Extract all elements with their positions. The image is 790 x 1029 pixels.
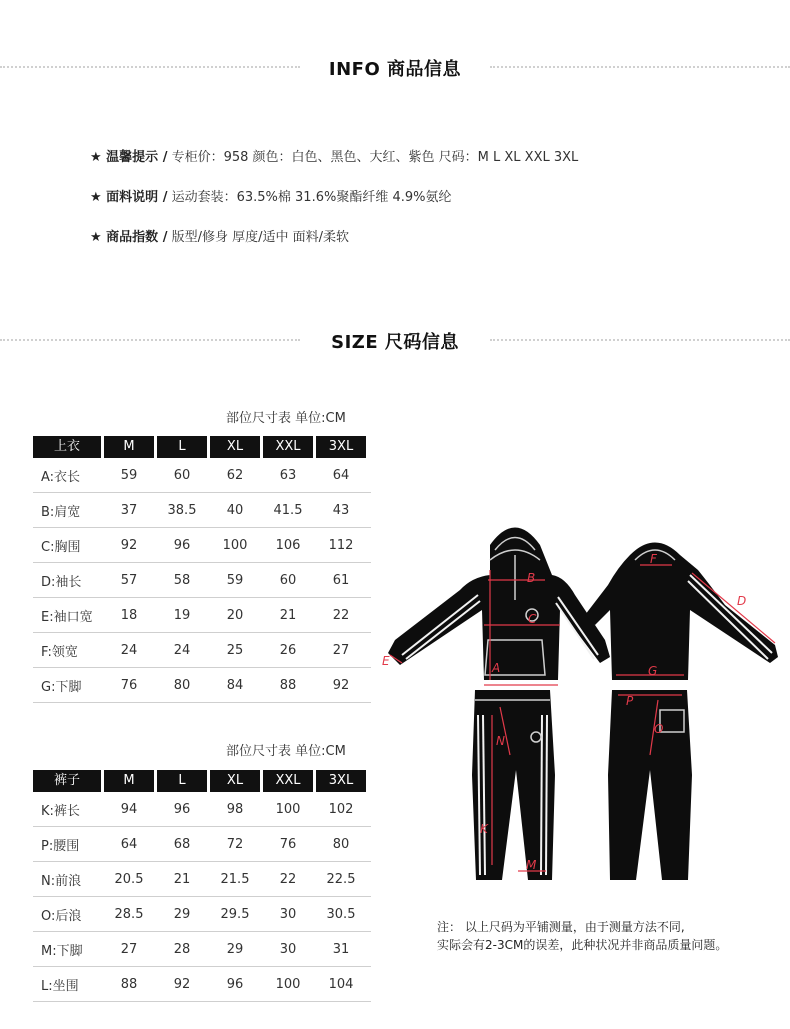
row-label-cell: G:下脚 [41, 679, 82, 695]
row-label-cell: B:肩宽 [41, 504, 81, 520]
size-value-cell: 94 [120, 801, 138, 817]
info-value: 专柜价：958 颜色：白色、黑色、大红、紫色 尺码：M L XL XXL 3XL [167, 150, 579, 165]
size-value-cell: 100 [275, 976, 301, 992]
size-value-cell: 80 [332, 836, 350, 852]
header-cell: L [157, 770, 207, 792]
size-value-cell: 24 [120, 642, 138, 658]
row-label-cell: E:袖口宽 [41, 609, 93, 625]
size-value-cell: 22 [332, 607, 350, 623]
size-value-cell: 64 [332, 467, 350, 483]
size-value-cell: 26 [279, 642, 297, 658]
info-row-index [90, 226, 349, 245]
row-label-cell: C:胸围 [41, 539, 81, 555]
size-value-cell: 18 [120, 607, 138, 623]
note-line-2: 实际会有2-3CM的误差，此种状况并非商品质量问题。 [437, 938, 728, 952]
size-value-cell: 20 [226, 607, 244, 623]
row-label-cell: P:腰围 [41, 838, 80, 854]
header-cell: 裤子 [33, 770, 101, 792]
size-value-cell: 40 [226, 502, 244, 518]
size-value-cell: 92 [332, 677, 350, 693]
header-cell: L [157, 436, 207, 458]
row-label-cell: M:下脚 [41, 943, 83, 959]
measurement-note [437, 918, 727, 954]
size-section-header [0, 328, 790, 352]
info-section-header [0, 55, 790, 79]
size-value-cell: 96 [173, 537, 191, 553]
info-row-tips [90, 146, 578, 165]
note-line-1: 注： 以上尺码为平铺测量，由于测量方法不同, [437, 920, 685, 934]
size-value-cell: 30 [279, 941, 297, 957]
front-pants-drawing [472, 690, 555, 880]
back-pants-drawing [608, 690, 692, 880]
size-value-cell: 19 [173, 607, 191, 623]
size-value-cell: 27 [120, 941, 138, 957]
garment-illustration [380, 515, 790, 885]
pants-table-caption: 部位尺寸表 单位:CM [226, 744, 346, 759]
size-value-cell: 28.5 [114, 906, 144, 922]
size-value-cell: 104 [328, 976, 354, 992]
size-value-cell: 24 [173, 642, 191, 658]
table-row [33, 528, 371, 563]
pants-size-table [33, 770, 371, 1002]
header-cell: M [104, 436, 154, 458]
size-value-cell: 29.5 [220, 906, 250, 922]
info-value: 版型/修身 厚度/适中 面料/柔软 [167, 230, 350, 245]
size-value-cell: 98 [226, 801, 244, 817]
header-cell: 3XL [316, 436, 366, 458]
size-value-cell: 60 [173, 467, 191, 483]
size-value-cell: 21.5 [220, 871, 250, 887]
size-value-cell: 30.5 [326, 906, 356, 922]
size-value-cell: 92 [173, 976, 191, 992]
measure-label-g: G [648, 664, 658, 678]
size-value-cell: 76 [279, 836, 297, 852]
measure-label-m: M [526, 858, 537, 872]
size-value-cell: 64 [120, 836, 138, 852]
header-cell: 3XL [316, 770, 366, 792]
size-value-cell: 22.5 [326, 871, 356, 887]
size-value-cell: 88 [279, 677, 297, 693]
table-row [33, 967, 371, 1002]
table-row [33, 598, 371, 633]
row-label-cell: D:袖长 [41, 574, 82, 590]
measure-label-k: K [480, 822, 488, 836]
table-row [33, 493, 371, 528]
info-key: ★ 面料说明 / [90, 190, 168, 205]
row-label-cell: A:衣长 [41, 469, 81, 485]
size-value-cell: 27 [332, 642, 350, 658]
header-cell: 上衣 [33, 436, 101, 458]
size-value-cell: 59 [120, 467, 138, 483]
header-cell: XL [210, 770, 260, 792]
measure-label-a: A [492, 661, 501, 675]
size-value-cell: 102 [328, 801, 354, 817]
header-cell: XXL [263, 436, 313, 458]
table-row [33, 862, 371, 897]
size-value-cell: 41.5 [273, 502, 303, 518]
table-row [33, 458, 371, 493]
size-value-cell: 63 [279, 467, 297, 483]
row-label-cell: N:前浪 [41, 873, 82, 889]
size-value-cell: 57 [120, 572, 138, 588]
size-value-cell: 61 [332, 572, 350, 588]
size-value-cell: 31 [332, 941, 350, 957]
front-hoodie-drawing [388, 528, 610, 681]
size-value-cell: 37 [120, 502, 138, 518]
size-value-cell: 88 [120, 976, 138, 992]
measure-label-b: B [527, 571, 536, 585]
size-value-cell: 20.5 [114, 871, 144, 887]
top-size-table [33, 436, 371, 703]
size-value-cell: 29 [173, 906, 191, 922]
measure-label-p: P [626, 694, 634, 708]
row-label-cell: F:领宽 [41, 644, 78, 660]
back-hoodie-drawing [585, 543, 778, 681]
size-value-cell: 21 [279, 607, 297, 623]
size-value-cell: 112 [328, 537, 354, 553]
size-value-cell: 80 [173, 677, 191, 693]
size-value-cell: 59 [226, 572, 244, 588]
size-value-cell: 22 [279, 871, 297, 887]
row-label-cell: K:裤长 [41, 803, 80, 819]
size-value-cell: 100 [275, 801, 301, 817]
table-row [33, 563, 371, 598]
info-key: ★ 商品指数 / [90, 230, 168, 245]
row-label-cell: O:后浪 [41, 908, 82, 924]
row-label-cell: L:坐围 [41, 978, 79, 994]
size-value-cell: 43 [332, 502, 350, 518]
table-row [33, 633, 371, 668]
size-value-cell: 92 [120, 537, 138, 553]
size-value-cell: 76 [120, 677, 138, 693]
info-title: INFO 商品信息 [328, 59, 462, 80]
measure-label-c: C [528, 612, 537, 626]
top-table-caption: 部位尺寸表 单位:CM [226, 411, 346, 426]
table-header [33, 436, 371, 458]
header-cell: M [104, 770, 154, 792]
table-row [33, 668, 371, 703]
table-row [33, 827, 371, 862]
size-value-cell: 68 [173, 836, 191, 852]
measure-label-n: N [496, 734, 505, 748]
info-key: ★ 温馨提示 / [90, 150, 168, 165]
size-value-cell: 21 [173, 871, 191, 887]
size-value-cell: 38.5 [167, 502, 197, 518]
info-row-fabric [90, 186, 452, 205]
size-title: SIZE 尺码信息 [331, 332, 459, 353]
size-value-cell: 58 [173, 572, 191, 588]
size-value-cell: 72 [226, 836, 244, 852]
size-value-cell: 28 [173, 941, 191, 957]
measure-label-e: E [382, 654, 390, 668]
size-value-cell: 25 [226, 642, 244, 658]
measure-label-o: O [654, 722, 664, 736]
measure-label-d: D [737, 594, 747, 608]
table-row [33, 932, 371, 967]
size-value-cell: 30 [279, 906, 297, 922]
measure-label-f: F [650, 552, 657, 566]
size-value-cell: 60 [279, 572, 297, 588]
size-value-cell: 29 [226, 941, 244, 957]
size-value-cell: 96 [226, 976, 244, 992]
size-value-cell: 62 [226, 467, 244, 483]
table-header [33, 770, 371, 792]
size-value-cell: 96 [173, 801, 191, 817]
info-value: 运动套装：63.5%棉 31.6%聚酯纤维 4.9%氨纶 [167, 190, 452, 205]
size-value-cell: 106 [275, 537, 301, 553]
header-cell: XXL [263, 770, 313, 792]
header-cell: XL [210, 436, 260, 458]
table-row [33, 792, 371, 827]
table-row [33, 897, 371, 932]
size-value-cell: 100 [222, 537, 248, 553]
size-value-cell: 84 [226, 677, 244, 693]
